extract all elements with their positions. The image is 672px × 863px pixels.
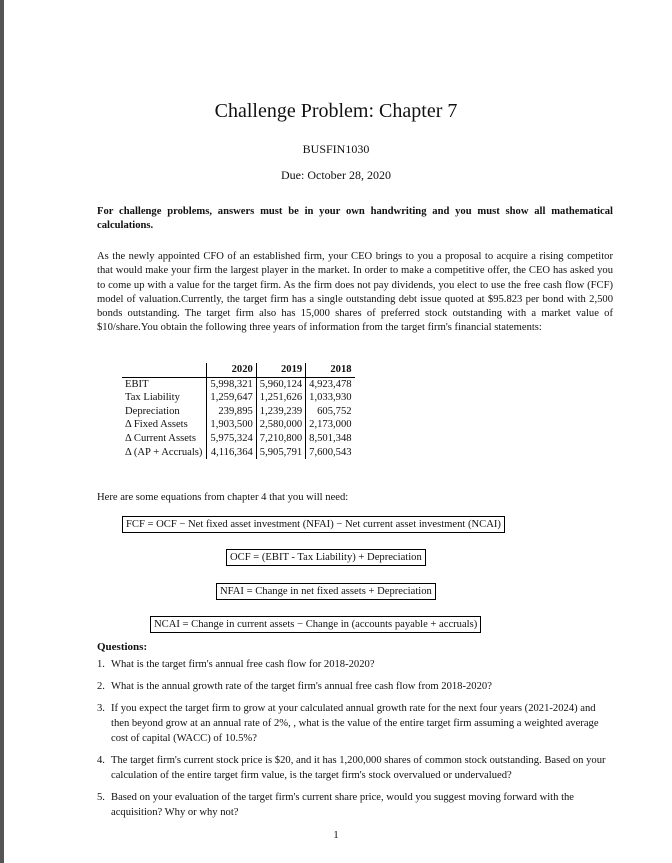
course-code: BUSFIN1030 bbox=[302, 142, 370, 156]
table-cell: 1,903,500 bbox=[207, 418, 256, 432]
window-left-border bbox=[0, 0, 4, 863]
header-year: 2019 bbox=[256, 363, 305, 377]
question-item bbox=[97, 790, 613, 820]
question-number: 1. bbox=[97, 659, 105, 670]
instructions: For challenge problems, answers must be in your own handwriting and you must show all mathematical calculations. bbox=[97, 206, 613, 232]
question-number: 5. bbox=[97, 792, 105, 803]
question-text: Based on your evaluation of the target firm's current share price, would you suggest moving forward with the acquisition? Why or why not? bbox=[111, 792, 575, 818]
table-row bbox=[122, 432, 355, 446]
header-year: 2020 bbox=[207, 363, 256, 377]
question-text: The target firm's current stock price is $20, and it has 1,200,000 shares of common stock outstanding. Based on your calculation of the entire target firm value, is the target firm's stock overvalued or undervalued? bbox=[111, 755, 606, 781]
header-year: 2018 bbox=[306, 363, 355, 377]
question-item bbox=[97, 657, 613, 672]
problem-intro: As the newly appointed CFO of an established firm, your CEO brings to you a proposal to acquire a rising competitor that would make your firm the largest player in the market. In order to make a competitive offer, the CEO has asked you to come up with a value for the target firm. As the firm does not pay dividends, you elect to use the free cash flow (FCF) model of valuation.Currently, the target firm has a single outstanding debt issue quoted at $95.823 per bond with 2,500 bonds outstanding. The target firm also has 15,000 shares of preferred stock outstanding with a market value of $10/share.You obtain the following three years of information from the target firm's financial statements: bbox=[97, 251, 613, 334]
header-blank bbox=[122, 363, 207, 377]
table-cell: 5,905,791 bbox=[256, 446, 305, 460]
table-cell: 4,923,478 bbox=[306, 377, 355, 391]
table-cell: 5,960,124 bbox=[256, 377, 305, 391]
question-text: If you expect the target firm to grow at your calculated annual growth rate for the next four years (2021-2024) and then beyond grow at an annual rate of 2%, , what is the value of the entire target firm assuming a weighted average cost of capital (WACC) of 10.5%? bbox=[111, 703, 599, 744]
row-label: Δ Current Assets bbox=[125, 432, 196, 444]
table-cell: 1,239,239 bbox=[256, 405, 305, 419]
table-cell: 1,259,647 bbox=[207, 391, 256, 405]
row-label: Depreciation bbox=[125, 405, 180, 417]
table-cell: 8,501,348 bbox=[306, 432, 355, 446]
question-item bbox=[97, 701, 613, 746]
table-row bbox=[122, 391, 355, 405]
questions-list bbox=[97, 657, 613, 827]
question-number: 4. bbox=[97, 755, 105, 766]
table-row bbox=[122, 377, 355, 391]
questions-heading: Questions: bbox=[97, 641, 148, 653]
document-title: Challenge Problem: Chapter 7 bbox=[214, 100, 458, 122]
table-header-row bbox=[122, 363, 355, 377]
nfai-equation: NFAI = Change in net fixed assets + Depreciation bbox=[216, 583, 436, 600]
row-label: Δ Fixed Assets bbox=[125, 419, 188, 431]
ncai-equation: NCAI = Change in current assets − Change in (accounts payable + accruals) bbox=[150, 616, 481, 633]
row-label: Tax Liability bbox=[125, 392, 180, 404]
due-date: Due: October 28, 2020 bbox=[281, 168, 391, 182]
row-label: EBIT bbox=[125, 378, 149, 390]
equations-intro: Here are some equations from chapter 4 that you will need: bbox=[97, 492, 349, 503]
table-cell: 605,752 bbox=[306, 405, 355, 419]
table-cell: 5,975,324 bbox=[207, 432, 256, 446]
question-item bbox=[97, 753, 613, 783]
question-number: 3. bbox=[97, 703, 105, 714]
table-row bbox=[122, 418, 355, 432]
table-cell: 5,998,321 bbox=[207, 377, 256, 391]
page-number: 1 bbox=[333, 829, 339, 841]
question-number: 2. bbox=[97, 681, 105, 692]
table-cell: 7,600,543 bbox=[306, 446, 355, 460]
table-row bbox=[122, 405, 355, 419]
question-text: What is the target firm's annual free cash flow for 2018-2020? bbox=[111, 659, 375, 670]
table-cell: 1,251,626 bbox=[256, 391, 305, 405]
table-cell: 239,895 bbox=[207, 405, 256, 419]
table-cell: 7,210,800 bbox=[256, 432, 305, 446]
question-text: What is the annual growth rate of the target firm's annual free cash flow from 2018-2020? bbox=[111, 681, 492, 692]
table-cell: 2,580,000 bbox=[256, 418, 305, 432]
table-cell: 4,116,364 bbox=[207, 446, 256, 460]
question-item bbox=[97, 679, 613, 694]
table-cell: 2,173,000 bbox=[306, 418, 355, 432]
financial-table bbox=[122, 363, 355, 459]
row-label: Δ (AP + Accruals) bbox=[125, 446, 203, 458]
table-cell: 1,033,930 bbox=[306, 391, 355, 405]
table-row bbox=[122, 446, 355, 460]
fcf-equation: FCF = OCF − Net fixed asset investment (NFAI) − Net current asset investment (NCAI) bbox=[122, 516, 505, 533]
ocf-equation: OCF = (EBIT - Tax Liability) + Depreciation bbox=[226, 549, 426, 566]
